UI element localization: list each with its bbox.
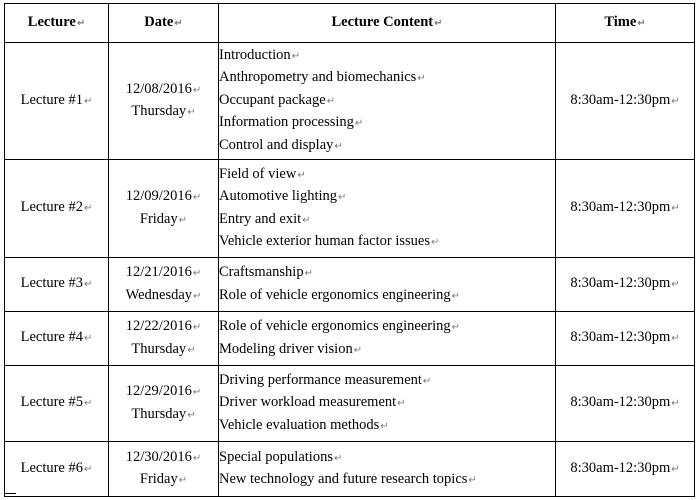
topic-line xyxy=(219,67,555,90)
paragraph-mark: ↵ xyxy=(451,322,461,333)
paragraph-mark: ↵ xyxy=(193,290,202,302)
header-lecture-content: Lecture Content↵ xyxy=(219,4,556,43)
lecture-label: Lecture #6 xyxy=(20,459,83,476)
paragraph-mark: ↵ xyxy=(187,107,196,118)
topic-text: Craftsmanship xyxy=(219,264,304,280)
cell-time xyxy=(556,160,695,258)
date-line xyxy=(109,186,218,209)
topic-text: Special populations xyxy=(219,448,333,465)
topic-line xyxy=(219,186,555,209)
paragraph-mark: ↵ xyxy=(353,344,363,356)
paragraph-mark: ↵ xyxy=(84,95,93,107)
topic-line xyxy=(219,392,555,415)
paragraph-mark: ↵ xyxy=(451,290,461,302)
date-value: 12/22/2016 xyxy=(125,318,192,334)
paragraph-mark: ↵ xyxy=(84,279,93,291)
topic-text: Occupant package xyxy=(219,91,326,108)
cell-time xyxy=(556,442,695,497)
cell-lecture xyxy=(5,312,109,366)
time-value: 8:30am-12:30pm xyxy=(570,394,671,411)
cell-time xyxy=(556,312,695,366)
topic-line xyxy=(219,164,555,187)
topic-line xyxy=(219,285,555,308)
paragraph-mark: ↵ xyxy=(354,118,364,130)
lecture-label: Lecture #1 xyxy=(20,91,83,108)
paragraph-mark: ↵ xyxy=(430,237,440,248)
cell-date xyxy=(109,258,219,312)
paragraph-mark: ↵ xyxy=(671,398,680,410)
paragraph-mark: ↵ xyxy=(192,84,202,96)
header-lecture: Lecture↵ xyxy=(5,4,109,43)
cell-date xyxy=(109,43,219,160)
topic-text: Role of vehicle ergonomics engineering xyxy=(219,318,451,334)
paragraph-mark: ↵ xyxy=(417,73,426,85)
topic-line xyxy=(219,415,555,438)
paragraph-mark: ↵ xyxy=(302,214,311,226)
topic-line xyxy=(219,135,555,158)
cell-lecture-content xyxy=(219,160,556,258)
cell-lecture xyxy=(5,258,109,312)
header-date: Date↵ xyxy=(109,4,219,43)
cell-date xyxy=(109,312,219,366)
header-row xyxy=(5,4,695,43)
paragraph-mark: ↵ xyxy=(84,203,93,215)
topic-line xyxy=(219,90,555,113)
cell-lecture xyxy=(5,160,109,258)
topic-line xyxy=(219,339,555,362)
weekday-value: Thursday xyxy=(131,103,187,119)
header-time: Time↵ xyxy=(556,4,695,43)
paragraph-mark: ↵ xyxy=(334,140,343,152)
cell-lecture-content xyxy=(219,366,556,442)
cell-lecture xyxy=(5,366,109,442)
topic-line xyxy=(219,469,555,492)
time-value: 8:30am-12:30pm xyxy=(570,275,671,292)
lecture-label: Lecture #3 xyxy=(20,275,83,292)
table-row xyxy=(5,442,695,497)
paragraph-mark: ↵ xyxy=(187,344,196,356)
topic-line xyxy=(219,447,555,470)
topic-text: Entry and exit xyxy=(219,210,302,227)
weekday-line xyxy=(109,285,218,308)
page-footer-mark xyxy=(4,493,16,498)
paragraph-mark: ↵ xyxy=(178,475,188,486)
paragraph-mark: ↵ xyxy=(338,192,347,203)
lecture-label: Lecture #4 xyxy=(20,329,83,346)
time-value: 8:30am-12:30pm xyxy=(570,459,671,476)
date-line xyxy=(109,79,218,102)
date-value: 12/08/2016 xyxy=(125,80,192,97)
paragraph-mark: ↵ xyxy=(380,420,389,432)
topic-line xyxy=(219,316,555,339)
time-value: 8:30am-12:30pm xyxy=(570,199,671,216)
date-line xyxy=(109,447,218,470)
paragraph-mark: ↵ xyxy=(333,452,343,464)
cell-date xyxy=(109,160,219,258)
paragraph-mark: ↵ xyxy=(84,333,93,345)
paragraph-mark: ↵ xyxy=(671,333,680,345)
topic-text: New technology and future research topics xyxy=(219,471,468,487)
paragraph-mark: ↵ xyxy=(192,192,202,203)
weekday-value: Wednesday xyxy=(125,286,193,303)
weekday-line xyxy=(109,101,218,124)
time-value: 8:30am-12:30pm xyxy=(570,91,671,108)
weekday-value: Thursday xyxy=(131,405,187,422)
table-row xyxy=(5,366,695,442)
topic-text: Control and display xyxy=(219,136,334,153)
topic-text: Role of vehicle ergonomics engineering xyxy=(219,286,451,303)
topic-text: Information processing xyxy=(219,114,354,131)
topic-text: Anthropometry and biomechanics xyxy=(219,69,417,86)
weekday-line xyxy=(109,469,218,492)
weekday-line xyxy=(109,209,218,232)
table-row xyxy=(5,258,695,312)
cell-date xyxy=(109,442,219,497)
table-row xyxy=(5,312,695,366)
weekday-line xyxy=(109,339,218,362)
weekday-value: Thursday xyxy=(131,340,187,357)
cell-lecture-content xyxy=(219,312,556,366)
topic-line xyxy=(219,112,555,135)
paragraph-mark: ↵ xyxy=(468,475,477,486)
paragraph-mark: ↵ xyxy=(671,463,680,475)
cell-lecture xyxy=(5,442,109,497)
topic-line xyxy=(219,262,555,285)
topic-text: Automotive lighting xyxy=(219,188,338,204)
topic-text: Modeling driver vision xyxy=(219,340,353,357)
table-row xyxy=(5,43,695,160)
paragraph-mark: ↵ xyxy=(192,452,202,464)
paragraph-mark: ↵ xyxy=(304,268,313,279)
cell-lecture-content xyxy=(219,43,556,160)
weekday-line xyxy=(109,404,218,427)
cell-date xyxy=(109,366,219,442)
cell-time xyxy=(556,258,695,312)
cell-time xyxy=(556,366,695,442)
date-line xyxy=(109,262,218,285)
paragraph-mark: ↵ xyxy=(84,463,93,475)
lecture-label: Lecture #2 xyxy=(20,199,83,216)
cell-lecture xyxy=(5,43,109,160)
topic-text: Introduction xyxy=(219,46,291,63)
topic-line xyxy=(219,370,555,393)
paragraph-mark: ↵ xyxy=(397,398,406,410)
topic-text: Field of view xyxy=(219,165,297,182)
weekday-value: Friday xyxy=(139,471,178,487)
paragraph-mark: ↵ xyxy=(84,398,93,410)
cell-time xyxy=(556,43,695,160)
paragraph-mark: ↵ xyxy=(422,375,432,387)
date-value: 12/29/2016 xyxy=(125,383,192,399)
paragraph-mark: ↵ xyxy=(671,95,680,107)
topic-line xyxy=(219,45,555,68)
paragraph-mark: ↵ xyxy=(671,279,680,291)
cell-lecture-content xyxy=(219,258,556,312)
date-line xyxy=(109,381,218,404)
paragraph-mark: ↵ xyxy=(178,214,188,226)
paragraph-mark: ↵ xyxy=(192,268,202,279)
topic-line xyxy=(219,231,555,254)
paragraph-mark: ↵ xyxy=(192,387,202,398)
topic-line xyxy=(219,209,555,232)
topic-text: Driving performance measurement xyxy=(219,371,422,388)
cell-lecture-content xyxy=(219,442,556,497)
paragraph-mark: ↵ xyxy=(291,50,301,62)
paragraph-mark: ↵ xyxy=(671,203,680,215)
topic-text: Driver workload measurement xyxy=(219,394,397,411)
paragraph-mark: ↵ xyxy=(192,322,202,333)
table-row xyxy=(5,160,695,258)
topic-text: Vehicle evaluation methods xyxy=(219,416,380,433)
date-value: 12/21/2016 xyxy=(125,264,192,280)
paragraph-mark: ↵ xyxy=(326,95,336,107)
lecture-label: Lecture #5 xyxy=(20,394,83,411)
date-value: 12/30/2016 xyxy=(125,448,192,465)
date-value: 12/09/2016 xyxy=(125,188,192,204)
date-line xyxy=(109,316,218,339)
paragraph-mark: ↵ xyxy=(187,409,196,421)
paragraph-mark: ↵ xyxy=(297,169,306,181)
lecture-schedule-table xyxy=(4,3,695,497)
weekday-value: Friday xyxy=(139,210,178,227)
topic-text: Vehicle exterior human factor issues xyxy=(219,233,430,249)
time-value: 8:30am-12:30pm xyxy=(570,329,671,346)
